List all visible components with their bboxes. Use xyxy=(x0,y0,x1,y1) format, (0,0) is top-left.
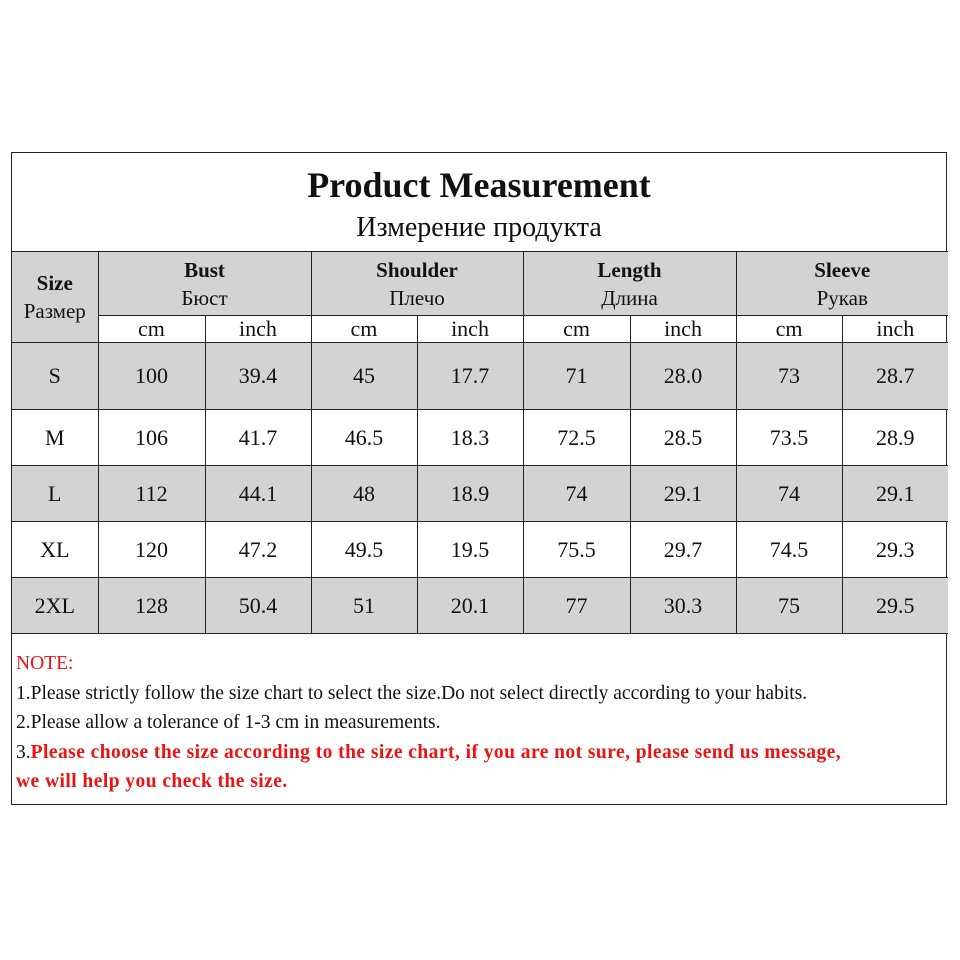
table-cell: 17.7 xyxy=(417,343,523,410)
table-row xyxy=(12,578,948,634)
table-cell: 71 xyxy=(523,343,630,410)
page-subtitle: Измерение продукта xyxy=(356,212,602,243)
group-label-ru: Плечо xyxy=(389,285,445,310)
unit-header: inch xyxy=(630,316,736,343)
note-heading: NOTE: xyxy=(16,653,74,674)
table-cell: 75 xyxy=(736,578,842,634)
table-cell: 75.5 xyxy=(523,522,630,578)
table-cell: 74 xyxy=(736,466,842,522)
table-cell: 50.4 xyxy=(205,578,311,634)
notes-section xyxy=(16,649,944,797)
note-line-3 xyxy=(16,738,944,768)
table-cell: 128 xyxy=(98,578,205,634)
table-cell: 47.2 xyxy=(205,522,311,578)
table-cell: 44.1 xyxy=(205,466,311,522)
table-cell: 29.5 xyxy=(842,578,948,634)
table-cell: 49.5 xyxy=(311,522,417,578)
table-cell: 28.0 xyxy=(630,343,736,410)
group-label-en: Shoulder xyxy=(376,257,458,282)
table-row xyxy=(12,466,948,522)
table-cell: 74.5 xyxy=(736,522,842,578)
group-header-length xyxy=(523,252,736,316)
size-header-ru: Размер xyxy=(23,299,86,323)
group-header-bust xyxy=(98,252,311,316)
note-line-4: we will help you check the size. xyxy=(16,771,288,792)
group-header-sleeve xyxy=(736,252,948,316)
unit-header: cm xyxy=(523,316,630,343)
size-header-en: Size xyxy=(36,271,73,295)
size-label: S xyxy=(12,343,98,410)
table-cell: 18.3 xyxy=(417,410,523,466)
table-cell: 41.7 xyxy=(205,410,311,466)
table-cell: 29.1 xyxy=(630,466,736,522)
table-cell: 29.1 xyxy=(842,466,948,522)
table-cell: 73.5 xyxy=(736,410,842,466)
table-cell: 106 xyxy=(98,410,205,466)
unit-header: cm xyxy=(98,316,205,343)
table-cell: 28.7 xyxy=(842,343,948,410)
table-cell: 29.7 xyxy=(630,522,736,578)
size-label: XL xyxy=(12,522,98,578)
unit-header: inch xyxy=(842,316,948,343)
table-cell: 45 xyxy=(311,343,417,410)
note-line-1: 1.Please strictly follow the size chart to select the size.Do not select directly according to your habits. xyxy=(16,682,808,704)
note-line-2: 2.Please allow a tolerance of 1-3 cm in measurements. xyxy=(16,712,441,733)
unit-header: cm xyxy=(736,316,842,343)
unit-header: inch xyxy=(205,316,311,343)
group-label-en: Length xyxy=(597,257,662,282)
table-cell: 30.3 xyxy=(630,578,736,634)
note-line-3-prefix: 3. xyxy=(16,741,31,763)
table-cell: 77 xyxy=(523,578,630,634)
page-title: Product Measurement xyxy=(307,165,651,205)
table-cell: 39.4 xyxy=(205,343,311,410)
size-table xyxy=(12,251,948,634)
table-cell: 100 xyxy=(98,343,205,410)
size-column-header xyxy=(12,252,98,343)
size-label: 2XL xyxy=(12,578,98,634)
group-header-shoulder xyxy=(311,252,523,316)
table-cell: 46.5 xyxy=(311,410,417,466)
table-row xyxy=(12,343,948,410)
table-cell: 48 xyxy=(311,466,417,522)
table-cell: 72.5 xyxy=(523,410,630,466)
table-cell: 51 xyxy=(311,578,417,634)
table-cell: 28.9 xyxy=(842,410,948,466)
table-row xyxy=(12,410,948,466)
table-cell: 74 xyxy=(523,466,630,522)
group-label-ru: Бюст xyxy=(181,285,228,310)
table-cell: 18.9 xyxy=(417,466,523,522)
table-cell: 28.5 xyxy=(630,410,736,466)
table-cell: 29.3 xyxy=(842,522,948,578)
group-label-ru: Рукав xyxy=(816,285,868,310)
table-cell: 19.5 xyxy=(417,522,523,578)
table-cell: 20.1 xyxy=(417,578,523,634)
size-label: L xyxy=(12,466,98,522)
note-line-3-emphasis: Please choose the size according to the size chart, if you are not sure, please send us message, xyxy=(30,741,842,763)
size-chart-card xyxy=(11,152,947,805)
table-cell: 120 xyxy=(98,522,205,578)
group-label-ru: Длина xyxy=(601,285,658,310)
table-cell: 73 xyxy=(736,343,842,410)
table-row xyxy=(12,522,948,578)
group-label-en: Bust xyxy=(184,257,225,282)
group-label-en: Sleeve xyxy=(814,257,871,282)
size-label: M xyxy=(12,410,98,466)
unit-header: inch xyxy=(417,316,523,343)
unit-header: cm xyxy=(311,316,417,343)
table-cell: 112 xyxy=(98,466,205,522)
